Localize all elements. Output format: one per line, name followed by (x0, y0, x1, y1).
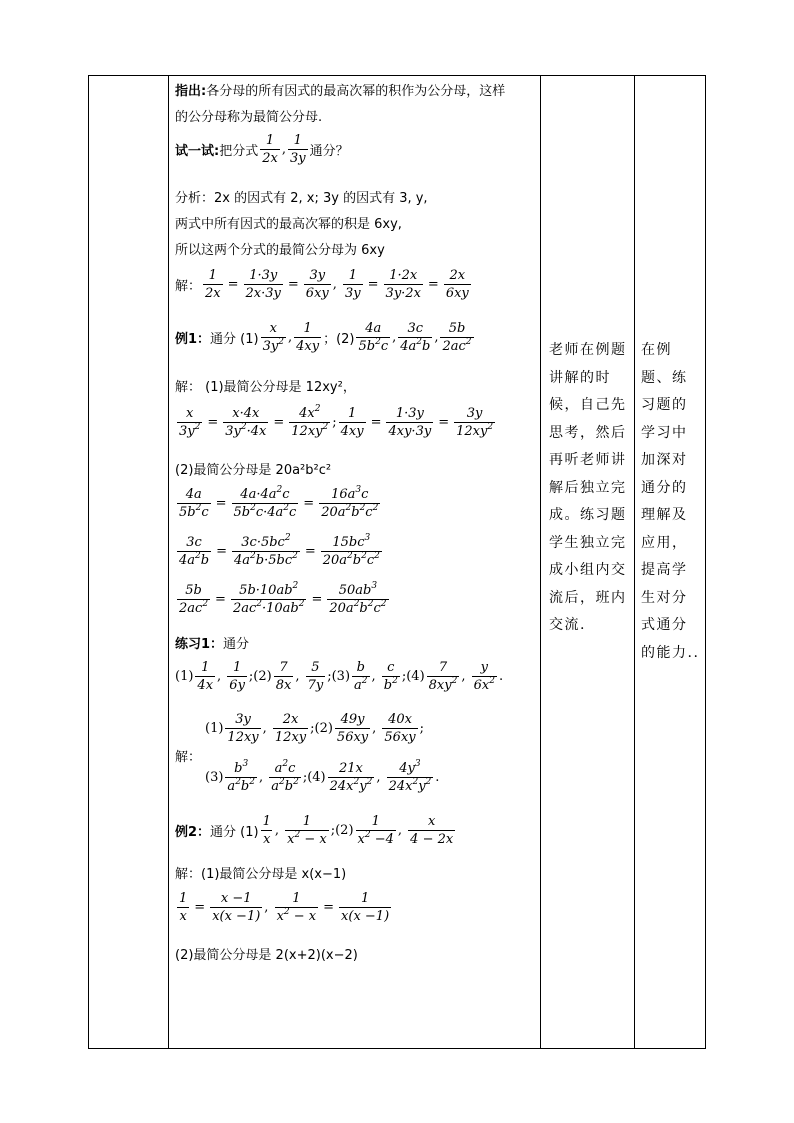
example-1-line: 例1： 通分 (1) x $3y^2$ , 1 4xy ；(2) 4a $5b^2c$ , 3c $4a^2b$ , 5b $2ac^2$ (175, 321, 472, 354)
example-1-label: 例1： (175, 332, 211, 347)
example-1-eq-2: $\frac{4a}{5b^2c}$ = $\frac{4a\cdot 4a^2c}{5b^2c\cdot 4a^2c}$ = $\frac{16a^3c}{20a^2b^2c^2}$ (179, 485, 379, 520)
zhichu-text-2: 的公分母称为最简公分母. (175, 110, 323, 125)
example-1-sol-2: (2)最简公分母是 20a²b²c² (175, 463, 332, 478)
example-2-sol-1: 解：(1)最简公分母是 x(x−1) (175, 867, 347, 882)
example-1-eq-1: $\frac{x}{3y^2}$ = $\frac{x\cdot 4x}{3y^2\cdot 4x}$ = $\frac{4x^2}{12xy^2}$ ; $\frac{1}{4xy}$ = $\frac{1\cdot 3y}{4xy\cdot 3y}$ = $\frac{3y}{12xy^2}$ (179, 404, 494, 439)
practice-1-answer-1: (1) 3y 12xy , 2x 12xy ;(2) 49y 56xy , 40x 56xy ; (205, 712, 425, 745)
try-label: 试一试: (175, 144, 220, 159)
student-activity-text: 老师在例题讲解的时候，自己先思考，然后再听老师讲解后独立完成。练习题学生独立完成小组内交流后，班内交流. (549, 342, 627, 633)
try-suffix: 通分？ (309, 144, 349, 159)
example-2-line: 例2： 通分 (1) 1 x , 1 $x^2 - x$ ;(2) 1 $x^2 -4$ , x 4 − 2x (175, 814, 454, 847)
practice-1-label: 练习1： (175, 637, 224, 652)
design-intent-text: 在例题、练习题的学习中加深对通分的理解及应用，提高学生对分式通分的能力.. (641, 342, 700, 661)
analysis-line-3: 所以这两个分式的最简公分母为 6xy (175, 243, 385, 258)
teaching-content-cell (169, 76, 539, 1048)
analysis-line-1: 分析：2x 的因式有 2, x; 3y 的因式有 3, y, (175, 191, 428, 206)
practice-1-problems: (1) 1 4x , 1 6y ;(2) 7 8x , 5 7y ;(3) b $a^2$ , c $b^2$ ;(4) 7 $8xy^2$ , y $6x^2$ . (175, 660, 504, 693)
try-text: 把分式 (219, 144, 259, 159)
solution-label: 解： (175, 279, 202, 294)
example-2-label: 例2： (175, 825, 211, 840)
lesson-table (88, 75, 706, 1049)
practice-1-text: 通分 (223, 637, 250, 652)
example-1-eq-3: $\frac{3c}{4a^2b}$ = $\frac{3c\cdot 5bc^2}{4a^2b\cdot 5bc^2}$ = $\frac{15bc^3}{20a^2b^2c^2}$ (179, 533, 380, 568)
example-1-text: 通分 (1) (210, 332, 259, 347)
design-intent-cell (635, 76, 705, 1048)
solution-line: 解： $\frac{1}{2x}$ = $\frac{1\cdot 3y}{2x\cdot 3y}$ = $\frac{3y}{6xy}$ , $\frac{1}{3y}$ = $\frac{1\cdot 2x}{3y\cdot 2x}$ = $\frac{2x}{6xy}$ (175, 268, 469, 301)
example-2-sol-2: (2)最简公分母是 2(x+2)(x−2) (175, 948, 358, 963)
example-2-text: 通分 (1) (210, 825, 259, 840)
example-1-part2: ；(2) (323, 332, 355, 347)
try-line: 试一试: 把分式 1 2x , 1 3y 通分？ (175, 133, 349, 166)
practice-1-answer-2: (3) $b^3$ $a^2b^2$ , $a^2c$ $a^2b^2$ ;(4) 21x $24x^2y^2$ , $4y^3$ $24x^2y^2$ . (205, 759, 440, 794)
analysis-line-2: 两式中所有因式的最高次幂的积是 6xy, (175, 217, 402, 232)
zhichu-label: 指出: (175, 84, 207, 99)
zhichu-text: 各分母的所有因式的最高次幂的积作为公分母，这样 (206, 84, 506, 99)
practice-sol-label: 解： (175, 750, 202, 765)
example-1-sol-1: 解： (1)最简公分母是 12xy²， (175, 380, 356, 395)
student-activity-cell (541, 76, 633, 1048)
example-2-eq-1: $\frac{1}{x}$ = $\frac{x -1}{x(x -1)}$ , $\frac{1}{x^2 - x}$ = $\frac{1}{x(x -1)}$ (179, 891, 390, 924)
example-1-eq-4: $\frac{5b}{2ac^2}$ = $\frac{5b\cdot 10ab^2}{2ac^2\cdot 10ab^2}$ = $\frac{50ab^3}{20a^2b^2c^2}$ (179, 581, 387, 616)
